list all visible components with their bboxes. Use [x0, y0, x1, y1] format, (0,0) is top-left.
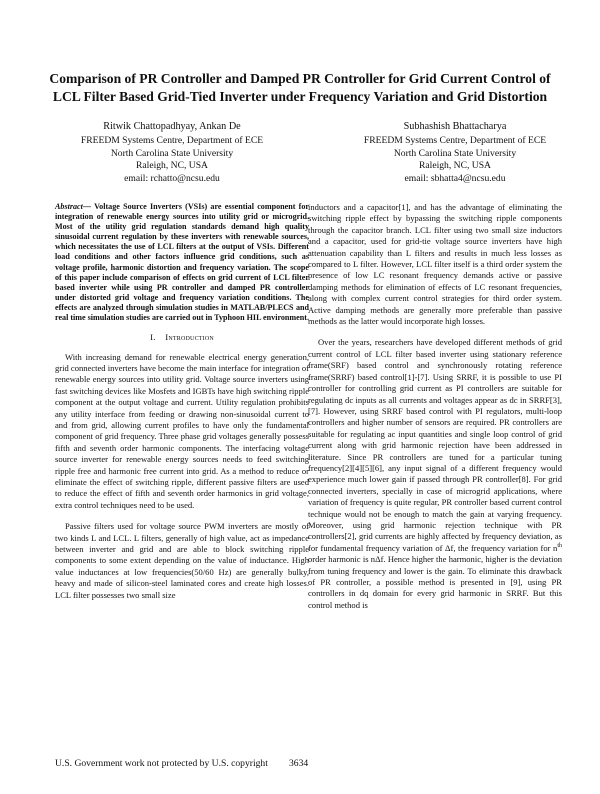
author-affiliation: FREEDM Systems Centre, Department of ECE	[363, 135, 547, 147]
section-number: I.	[150, 332, 156, 343]
section-title: Introduction	[165, 332, 214, 343]
author-block-left	[47, 121, 297, 185]
author-university: North Carolina State University	[393, 147, 517, 159]
intro-paragraph-1: With increasing demand for renewable electrical energy generation, grid connected inverters have become the main interface for integration of renewable energy sources into utility grid. Voltage source inverters using fast switching devices like Mosfets and IGBTs have high switching ripple component at the output voltage and current. Utility regulation prohibits any utility interface from feeding or drawing non-sinusoidal current to and from grid, allowing current profiles to have only the fundamental component of grid frequency. Three phase grid voltages generally possess fifth and seventh order harmonic components. The interfacing voltage source inverter for renewable energy sources needs to feed switching ripple free and harmonic free current into grid. As a method to reduce or eliminate the effect of switching ripple, different passive filters are used to reduce the effect of fifth and seventh order harmonics in grid voltage, extra control techniques need to be used.	[55, 351, 309, 510]
copyright-footer: U.S. Government work not protected by U.S. copyright	[55, 758, 268, 769]
intro-paragraph-2: Passive filters used for voltage source PWM inverters are mostly of two kinds L and LCL. L filters, generally of high value, act as impedance between inverter and grid and are able to block switching ripple components to some extent depending on the value of inductance. High value inductances at low frequencies(50/60 Hz) are generally bulky, heavy and made of silicon-steel laminated cores and create high losses. LCL filter possesses two small size	[55, 521, 309, 600]
left-column	[55, 202, 309, 601]
superscript-th: th	[557, 542, 562, 549]
author-email: email: sbhatta4@ncsu.edu	[404, 172, 506, 184]
author-location: Raleigh, NC, USA	[136, 160, 208, 172]
author-affiliation: FREEDM Systems Centre, Department of ECE	[80, 135, 264, 147]
author-name: Ritwik Chattopadhyay, Ankan De	[103, 121, 241, 132]
abstract	[55, 202, 309, 323]
right-paragraph-1: inductors and a capacitor[1], and has the advantage of eliminating the switching ripple effect by bypassing the switching ripple components through the capacitor branch. LCL filter using two small size inductors and a capacitor, used for grid-tie voltage source inverters have high attenuation capability than L filters and results in much less losses as compared to L filter. However, LCL filter itself is a third order system the presence of low LC resonant frequency demands active or passive damping methods for elimination of effects of LC resonant frequencies, along with complex current control strategies for third order system. Active damping methods are generally more preferable than passive methods as the latter would incorporate high losses.	[308, 202, 562, 327]
right-paragraph-2	[308, 337, 562, 611]
paper-title: Comparison of PR Controller and Damped PR Controller for Grid Current Control of LCL Filter Based Grid-Tied Inverter under Frequency Variation and Grid Distortion	[49, 71, 551, 104]
abstract-label: Abstract	[55, 202, 83, 211]
section-heading-introduction	[55, 332, 309, 343]
author-block-right	[330, 121, 580, 185]
page-number: 3634	[289, 758, 309, 769]
author-email: email: rchatto@ncsu.edu	[124, 172, 220, 184]
author-name: Subhashish Bhattacharya	[403, 121, 507, 132]
abstract-dash: —	[82, 202, 91, 211]
right-paragraph-2-part-a: Over the years, researchers have developed different methods of grid current control of LCL filter based inverter using stationary reference frame(SRF) based control and synchronously rotating reference frame(SRRF) based control[1]-[7]. Using SRRF, it is possible to use PI controller for controlling grid current as PI controllers are suitable for regulating dc inputs as all currents and voltages appear as dc in SRRF[3],[7]. However, using SRRF based control with PI regulators, multi-loop controllers and higher number of sensors are required. PR controllers are suitable for regulating ac input quantities and single loop control of grid current along with grid harmonic rejection have been addressed in literature. Since PR controllers are tuned for a particular tuning frequency[2][4][5][6], any input signal of a different frequency would experience much lower gain if passed through PR controller[8]. For grid connected inverters, specially in case of microgrid applications, where variation of frequency is quite regular, PR controller based current control technique would not be enough to match the gain at varying frequency. Moreover, using grid harmonic rejection technique with PR controllers[2], grid currents are highly affected by frequency deviation, as for fundamental frequency variation of Δf, the frequency variation for n	[308, 337, 562, 553]
author-location: Raleigh, NC, USA	[419, 160, 491, 172]
abstract-text: Voltage Source Inverters (VSIs) are essential component for integration of renewable energy sources into utility grid or microgrid. Most of the utility grid regulation standards demand high quality sinusoidal current regulation by these inverters with renewable sources, which necessitates the use of LCL filters at the output of VSIs. Different load conditions and other factors influence grid conditions, such as voltage profile, harmonic distortion and frequency variation. The scope of this paper include comparison of effects on grid current of LCL filter based inverter while using PR controller and damped PR controller under distorted grid voltage and frequency variation conditions. The effects are analyzed through simulation studies in MATLAB/PLECS and real time simulation studies are carried out in Typhoon HIL environment.	[55, 202, 309, 323]
author-university: North Carolina State University	[110, 147, 234, 159]
right-column	[308, 202, 562, 611]
right-paragraph-2-part-b: order harmonic is nΔf. Hence higher the harmonic, higher is the deviation from tuning frequency and lower is the gain. To eliminate this drawback of PR controller, a possible method is presented in [9], using PR controllers in dq domain for every grid harmonic in SRRF. But this control method is	[308, 554, 562, 610]
